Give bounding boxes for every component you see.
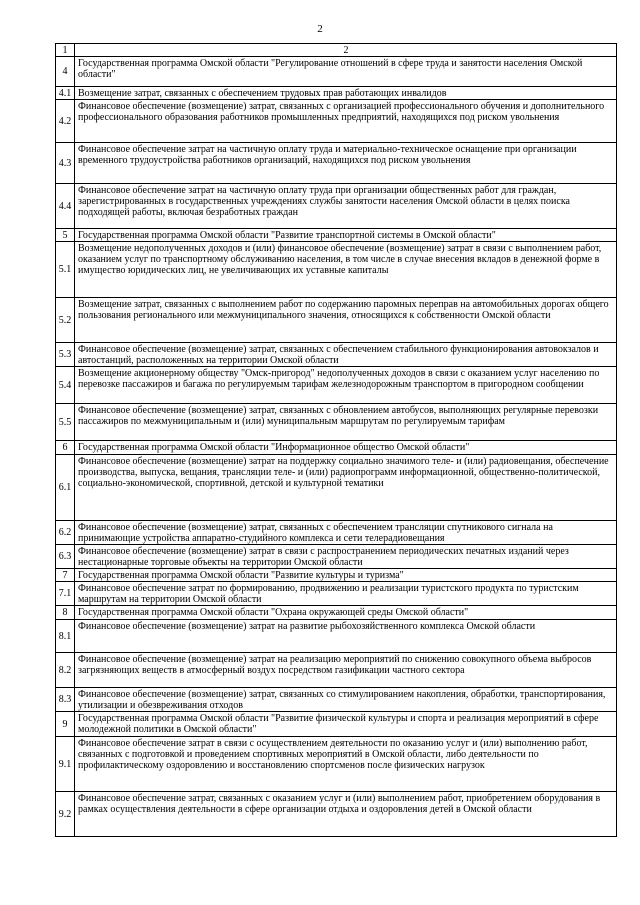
row-text: Возмещение акционерному обществу "Омск-пригород" недополученных доходов в связи с оказанием услуг населению по перевозке пассажиров и багажа по регулируемым тарифам железнодорожным транспортом в пригородном сообщении bbox=[75, 367, 617, 404]
table-row bbox=[56, 87, 617, 100]
row-text: Финансовое обеспечение затрат на частичную оплату труда при организации общественных работ для граждан, зарегистрированных в государственных учреждениях службы занятости населения Омской области в целях поиска подходящей работы, включая безработных граждан bbox=[75, 184, 617, 229]
row-number: 4 bbox=[56, 57, 75, 87]
table-row bbox=[56, 184, 617, 229]
row-number: 5.5 bbox=[56, 404, 75, 441]
table-row bbox=[56, 100, 617, 143]
table-row bbox=[56, 343, 617, 367]
table-row bbox=[56, 653, 617, 688]
row-text: Финансовое обеспечение (возмещение) затрат, связанных с организацией профессионального обучения и дополнительного профессионального образования работников промышленных предприятий, находящихся под риском увольнения bbox=[75, 100, 617, 143]
row-text: Возмещение затрат, связанных с выполнением работ по содержанию паромных переправ на автомобильных дорогах общего пользования регионального или межмуниципального значения, относящихся к собственности Омской области bbox=[75, 298, 617, 343]
table-row bbox=[56, 792, 617, 837]
row-text: Финансовое обеспечение (возмещение) затрат на поддержку социально значимого теле- и (или) радиовещания, обеспечение производства, выпуска, вещания, трансляции теле- и (или) радиопрограмм информационной, общественно-политической, социально-экономической, спортивной, детской и культурной тематики bbox=[75, 455, 617, 521]
table-row bbox=[56, 229, 617, 242]
row-number: 5.4 bbox=[56, 367, 75, 404]
row-text: Финансовое обеспечение (возмещение) затрат, связанных со стимулированием накопления, обработки, транспортирования, утилизации и обезвреживания отходов bbox=[75, 688, 617, 712]
row-text: Финансовое обеспечение затрат, связанных с оказанием услуг и (или) выполнением работ, приобретением оборудования в рамках осуществления деятельности в сфере организации отдыха и оздоровления детей в Омской области bbox=[75, 792, 617, 837]
row-text: Государственная программа Омской области "Охрана окружающей среды Омской области" bbox=[75, 606, 617, 620]
table-row bbox=[56, 569, 617, 582]
row-text: Финансовое обеспечение (возмещение) затрат, связанных с обеспечением стабильного функционирования автовокзалов и автостанций, расположенных на территории Омской области bbox=[75, 343, 617, 367]
row-number: 5 bbox=[56, 229, 75, 242]
row-text: Финансовое обеспечение (возмещение) затрат, связанных с обеспечением трансляции спутникового сигнала на принимающие устройства аппаратно-студийного комплекса и сети телерадиовещания bbox=[75, 521, 617, 545]
table-row bbox=[56, 298, 617, 343]
row-text: Финансовое обеспечение (возмещение) затрат на развитие рыбохозяйственного комплекса Омской области bbox=[75, 620, 617, 653]
table-row bbox=[56, 367, 617, 404]
table-header-row bbox=[56, 44, 617, 57]
header-col-number: 1 bbox=[56, 44, 75, 57]
table-row bbox=[56, 441, 617, 455]
row-text: Финансовое обеспечение затрат по формированию, продвижению и реализации туристского продукта по туристским маршрутам на территории Омской области bbox=[75, 582, 617, 606]
table-row bbox=[56, 620, 617, 653]
page-number: 2 bbox=[317, 23, 323, 35]
row-number: 6 bbox=[56, 441, 75, 455]
table-row bbox=[56, 242, 617, 298]
row-number: 9.2 bbox=[56, 792, 75, 837]
table-row bbox=[56, 712, 617, 737]
row-number: 6.1 bbox=[56, 455, 75, 521]
row-number: 8 bbox=[56, 606, 75, 620]
table-row bbox=[56, 404, 617, 441]
row-text: Финансовое обеспечение (возмещение) затрат в связи с распространением периодических печатных изданий через нестационарные торговые объекты на территории Омской области bbox=[75, 545, 617, 569]
subsidy-table bbox=[55, 43, 617, 837]
row-number: 4.4 bbox=[56, 184, 75, 229]
row-number: 4.3 bbox=[56, 143, 75, 184]
row-text: Финансовое обеспечение затрат в связи с осуществлением деятельности по оказанию услуг и (или) выполнению работ, связанных с подготовкой и проведением спортивных мероприятий в Омской области, либо деятельности по профилактическому оздоровлению и восстановлению спортсменов после физических нагрузок bbox=[75, 737, 617, 792]
row-number: 8.1 bbox=[56, 620, 75, 653]
row-number: 5.1 bbox=[56, 242, 75, 298]
row-number: 6.3 bbox=[56, 545, 75, 569]
table-row bbox=[56, 545, 617, 569]
row-text: Возмещение недополученных доходов и (или) финансовое обеспечение (возмещение) затрат в связи с выполнением работ, оказанием услуг по транспортному обслуживанию населения, в том числе в случае внесения вкладов в денежной форме в имущество юридических лиц, не увеличивающих их уставные капиталы bbox=[75, 242, 617, 298]
row-text: Государственная программа Омской области "Развитие транспортной системы в Омской области" bbox=[75, 229, 617, 242]
row-text: Финансовое обеспечение (возмещение) затрат на реализацию мероприятий по снижению совокупного объема выбросов загрязняющих веществ в атмосферный воздух посредством газификации частного сектора bbox=[75, 653, 617, 688]
table-row bbox=[56, 737, 617, 792]
table-row bbox=[56, 143, 617, 184]
row-number: 7 bbox=[56, 569, 75, 582]
header-col-text: 2 bbox=[75, 44, 617, 57]
table-row bbox=[56, 521, 617, 545]
table-row bbox=[56, 606, 617, 620]
row-number: 8.2 bbox=[56, 653, 75, 688]
table-row bbox=[56, 582, 617, 606]
row-number: 9.1 bbox=[56, 737, 75, 792]
row-number: 5.2 bbox=[56, 298, 75, 343]
row-text: Государственная программа Омской области "Регулирование отношений в сфере труда и занятости населения Омской области" bbox=[75, 57, 617, 87]
row-text: Финансовое обеспечение (возмещение) затрат, связанных с обновлением автобусов, выполняющих регулярные перевозки пассажиров по межмуниципальным и (или) муниципальным маршрутам по регулируемым тарифам bbox=[75, 404, 617, 441]
row-text: Государственная программа Омской области "Развитие культуры и туризма" bbox=[75, 569, 617, 582]
row-number: 5.3 bbox=[56, 343, 75, 367]
row-number: 9 bbox=[56, 712, 75, 737]
row-number: 6.2 bbox=[56, 521, 75, 545]
row-number: 4.2 bbox=[56, 100, 75, 143]
row-number: 4.1 bbox=[56, 87, 75, 100]
row-number: 7.1 bbox=[56, 582, 75, 606]
row-text: Государственная программа Омской области "Развитие физической культуры и спорта и реализация мероприятий в сфере молодежной политики в Омской области" bbox=[75, 712, 617, 737]
row-number: 8.3 bbox=[56, 688, 75, 712]
table-row bbox=[56, 455, 617, 521]
row-text: Финансовое обеспечение затрат на частичную оплату труда и материально-техническое оснащение при организации временного трудоустройства работников организаций, находящихся под риском увольнения bbox=[75, 143, 617, 184]
table-row bbox=[56, 688, 617, 712]
table-row bbox=[56, 57, 617, 87]
row-text: Государственная программа Омской области "Информационное общество Омской области" bbox=[75, 441, 617, 455]
row-text: Возмещение затрат, связанных с обеспечением трудовых прав работающих инвалидов bbox=[75, 87, 617, 100]
